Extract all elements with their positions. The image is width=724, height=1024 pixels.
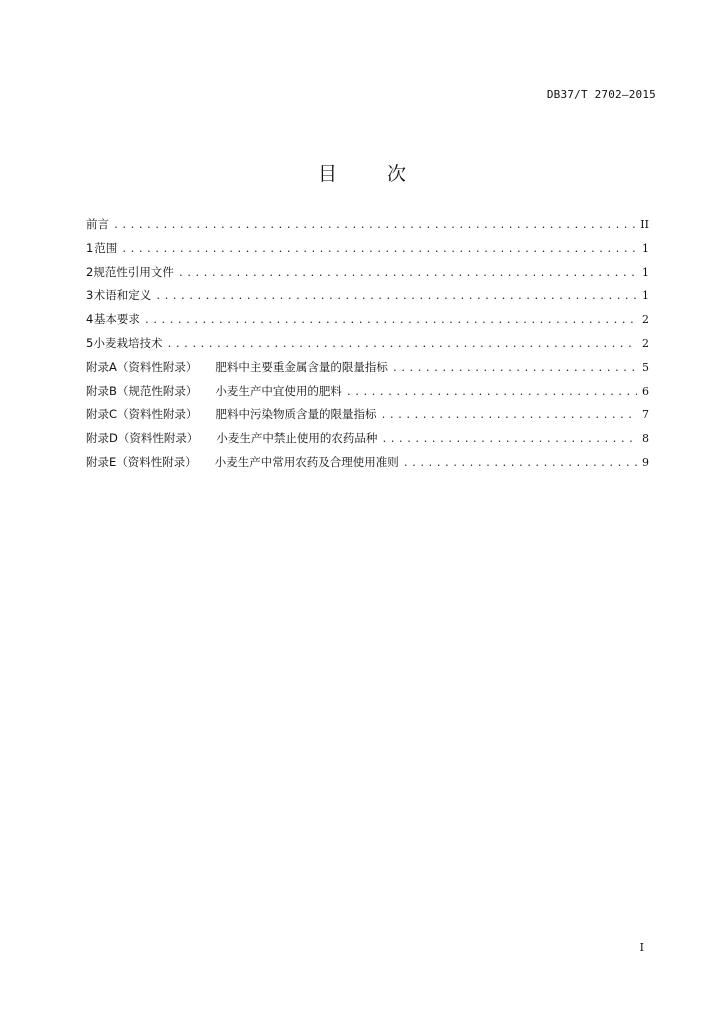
toc-entry-page: 8 (642, 432, 649, 446)
toc-entry-page: 2 (642, 336, 649, 350)
toc-dot-leader (392, 363, 637, 374)
toc-entry-annex-b[interactable] (86, 383, 649, 407)
toc-entry-annex-e[interactable] (86, 454, 649, 478)
toc-entry-annex-a[interactable] (86, 359, 649, 383)
toc-annex-designation: 附录D（资料性附录） (86, 431, 199, 446)
toc-dot-leader (113, 220, 636, 231)
toc-annex-designation: 附录E（资料性附录） (86, 454, 197, 469)
toc-annex-title: 肥料中污染物质含量的限量指标 (215, 407, 377, 422)
toc-entry-page: 7 (642, 408, 649, 422)
table-of-contents (86, 216, 649, 478)
toc-entry-page: 1 (642, 265, 649, 279)
toc-entry-annex-c[interactable] (86, 406, 649, 430)
toc-entry-page: 2 (642, 313, 649, 327)
toc-dot-leader (167, 339, 637, 350)
toc-entry-annex-d[interactable] (86, 430, 649, 454)
toc-entry-page: 6 (642, 384, 649, 398)
toc-annex-title: 小麦生产中宜使用的肥料 (215, 383, 342, 398)
document-code: DB37/T 2702—2015 (546, 88, 656, 101)
toc-entry-label: 基本要求 (93, 312, 140, 327)
toc-entry-number: 5 (86, 335, 94, 350)
toc-entry-label: 术语和定义 (93, 288, 152, 303)
toc-dot-leader (121, 244, 637, 255)
toc-entry-number: 2 (86, 264, 94, 279)
toc-entry-page: 9 (642, 455, 649, 469)
toc-entry-label: 规范性引用文件 (93, 264, 174, 279)
toc-entry-label: 前言 (86, 217, 109, 231)
toc-dot-leader (178, 268, 637, 279)
toc-entry-cultivation-techniques[interactable] (86, 335, 649, 359)
toc-dot-leader (381, 434, 637, 445)
toc-dot-leader (346, 387, 637, 398)
toc-entry-page: 1 (642, 241, 649, 255)
toc-entry-number: 3 (86, 288, 94, 303)
toc-dot-leader (403, 458, 637, 469)
toc-dot-leader (144, 315, 637, 326)
toc-entry-page: II (640, 218, 649, 231)
toc-annex-title: 肥料中主要重金属含量的限量指标 (215, 359, 388, 374)
toc-entry-number: 4 (86, 312, 94, 327)
toc-entry-terms-definitions[interactable] (86, 287, 649, 311)
toc-annex-designation: 附录B（规范性附录） (86, 383, 198, 398)
toc-dot-leader (155, 291, 637, 302)
toc-annex-designation: 附录C（资料性附录） (86, 407, 198, 422)
toc-entry-label: 小麦栽培技术 (93, 335, 163, 350)
toc-dot-leader (381, 410, 637, 421)
toc-entry-foreword[interactable] (86, 216, 649, 240)
toc-title: 目 次 (317, 163, 429, 185)
toc-entry-scope[interactable] (86, 240, 649, 264)
toc-annex-title: 小麦生产中常用农药及合理使用准则 (214, 454, 399, 469)
toc-entry-page: 1 (642, 289, 649, 303)
page-number: I (639, 941, 644, 954)
toc-entry-basic-requirements[interactable] (86, 311, 649, 335)
toc-entry-label: 范围 (94, 240, 118, 255)
toc-entry-page: 5 (642, 360, 649, 374)
toc-annex-title: 小麦生产中禁止使用的农药品种 (216, 431, 378, 446)
toc-annex-designation: 附录A（资料性附录） (86, 359, 198, 374)
toc-entry-normative-references[interactable] (86, 264, 649, 288)
toc-entry-number: 1 (86, 240, 94, 255)
